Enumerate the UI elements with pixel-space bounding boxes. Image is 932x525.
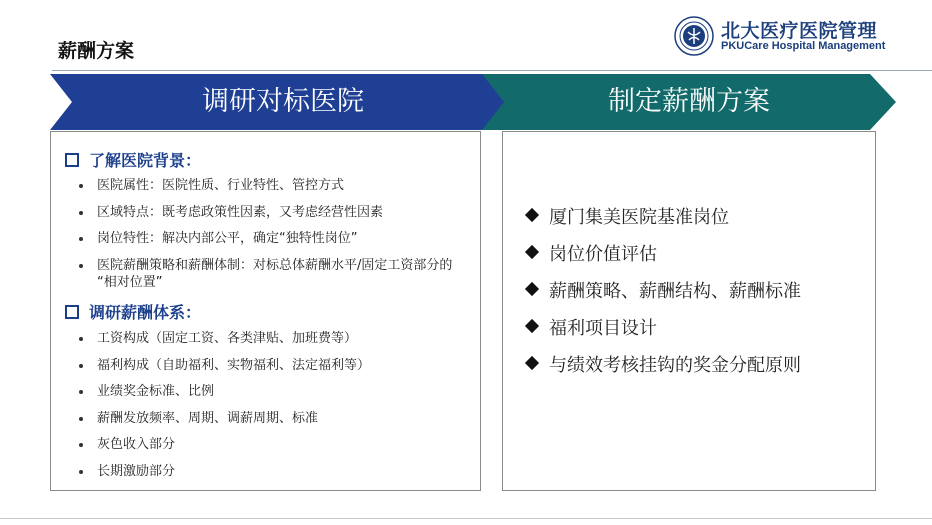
- logo: [674, 16, 904, 58]
- diamond-bullet-icon: [525, 356, 539, 370]
- diamond-bullet-icon: [525, 282, 539, 296]
- list-item: 薪酬发放频率、周期、调薪周期、标准: [77, 410, 472, 427]
- diamond-bullet-icon: [525, 319, 539, 333]
- dot-icon: [79, 417, 83, 421]
- list-item: 岗位价值评估: [523, 243, 801, 267]
- list-item: 与绩效考核挂钩的奖金分配原则: [523, 354, 801, 378]
- list-item: 薪酬策略、薪酬结构、薪酬标准: [523, 280, 801, 304]
- dot-icon: [79, 364, 83, 368]
- diamond-bullet-icon: [525, 208, 539, 222]
- list-item: 岗位特性：解决内部公平，确定“独特性岗位”: [77, 230, 472, 247]
- square-bullet-icon: [65, 305, 79, 319]
- list-item: 灰色收入部分: [77, 436, 472, 453]
- section-heading-background: 了解医院背景：: [65, 148, 201, 171]
- dot-icon: [79, 264, 83, 268]
- list-item: 福利项目设计: [523, 317, 801, 341]
- list-item: 工资构成（固定工资、各类津贴、加班费等）: [77, 330, 472, 347]
- dot-icon: [79, 390, 83, 394]
- plan-panel: [502, 131, 876, 491]
- list-item: 福利构成（自助福利、实物福利、法定福利等）: [77, 357, 472, 374]
- dot-icon: [79, 211, 83, 215]
- list-item: 区域特点：既考虑政策性因素，又考虑经营性因素: [77, 204, 472, 221]
- survey-list: [77, 330, 472, 489]
- plan-list: [523, 206, 801, 391]
- background-list: [77, 177, 472, 300]
- hospital-seal-icon: [674, 16, 714, 56]
- dot-icon: [79, 184, 83, 188]
- logo-name-en: PKUCare Hospital Management: [721, 40, 886, 52]
- banner-plan: [482, 74, 896, 130]
- title-divider: [52, 70, 932, 71]
- banner-research-label: 调研对标医院: [202, 86, 364, 117]
- footer-divider: [0, 518, 932, 519]
- banner-research: [50, 74, 516, 130]
- dot-icon: [79, 237, 83, 241]
- square-bullet-icon: [65, 153, 79, 167]
- list-item: 医院薪酬策略和薪酬体制：对标总体薪酬水平/固定工资部分的 “相对位置”: [77, 257, 472, 291]
- list-item: 厦门集美医院基准岗位: [523, 206, 801, 230]
- list-item: 医院属性：医院性质、行业特性、管控方式: [77, 177, 472, 194]
- dot-icon: [79, 337, 83, 341]
- list-item: 长期激励部分: [77, 463, 472, 480]
- banner-plan-label: 制定薪酬方案: [608, 86, 770, 117]
- diamond-bullet-icon: [525, 245, 539, 259]
- dot-icon: [79, 443, 83, 447]
- logo-name-cn: 北大医疗医院管理: [721, 20, 878, 42]
- section-heading-survey: 调研薪酬体系：: [65, 300, 201, 323]
- list-item: 业绩奖金标准、比例: [77, 383, 472, 400]
- slide-title: 薪酬方案: [58, 40, 135, 62]
- research-panel: [50, 131, 481, 491]
- dot-icon: [79, 470, 83, 474]
